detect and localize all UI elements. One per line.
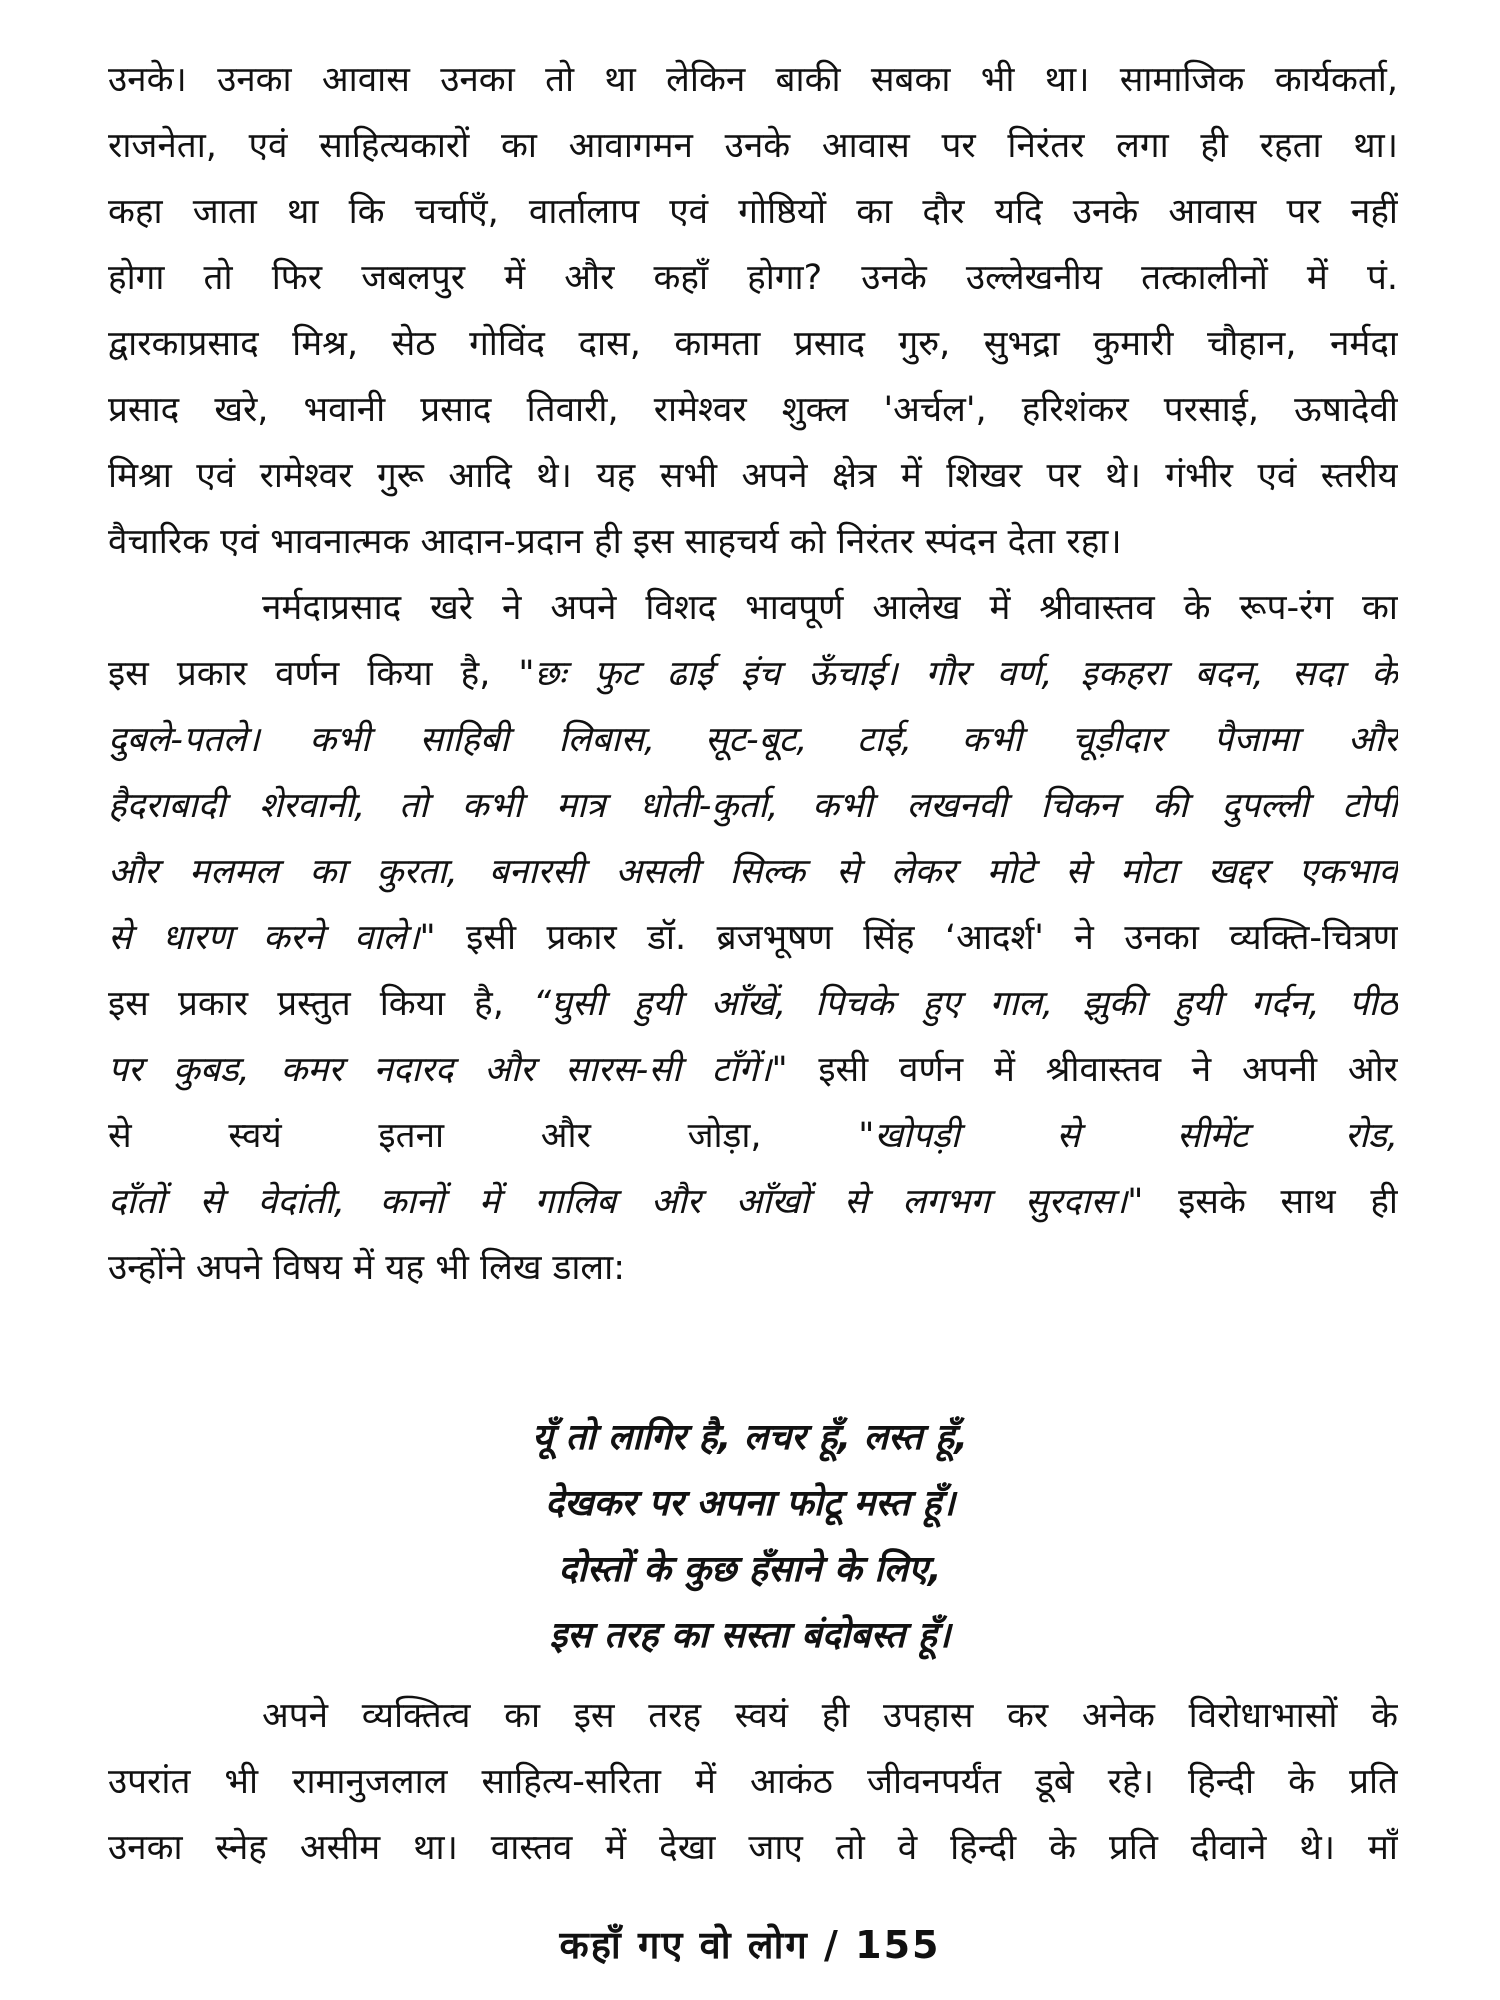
text-run: से स्वयं इतना और जोड़ा, xyxy=(108,1116,762,1156)
quote-run: पर कुबड, कमर नदारद और सारस-सी टाँगें।" xyxy=(108,1050,788,1090)
page-footer: कहाँ गए वो लोग / 155 xyxy=(559,1923,941,1967)
quote-run: दाँतों से वेदांती, कानों में गालिब और आँखों से लगभग सुरदास।" xyxy=(108,1182,1144,1222)
quote-line: दुबले-पतले। कभी साहिबी लिबास, सूट-बूट, टाई, कभी चूड़ीदार पैजामा और xyxy=(108,720,1398,760)
text-run: इसी वर्णन में श्रीवास्तव ने अपनी ओर xyxy=(818,1050,1398,1090)
paragraph-line xyxy=(108,1108,1398,1164)
verse-line: दोस्तों के कुछ हँसाने के लिए, xyxy=(558,1549,942,1590)
paragraph-line xyxy=(108,646,1398,702)
text-run: इस प्रकार प्रस्तुत किया है, xyxy=(108,984,504,1024)
paragraph-line: उपरांत भी रामानुजलाल साहित्य-सरिता में आकंठ जीवनपर्यंत डूबे रहे। हिन्दी के प्रति xyxy=(108,1762,1398,1802)
paragraph-line: कहा जाता था कि चर्चाएँ, वार्तालाप एवं गोष्ठियों का दौर यदि उनके आवास पर नहीं xyxy=(108,192,1398,232)
paragraph-line: उनका स्नेह असीम था। वास्तव में देखा जाए तो वे हिन्दी के प्रति दीवाने थे। माँ xyxy=(108,1828,1398,1868)
verse-line: इस तरह का सस्ता बंदोबस्त हूँ। xyxy=(549,1615,951,1656)
text-run: इसके साथ ही xyxy=(1178,1182,1398,1222)
paragraph-line: राजनेता, एवं साहित्यकारों का आवागमन उनके आवास पर निरंतर लगा ही रहता था। xyxy=(108,126,1398,166)
quote-run: "छः फुट ढाई इंच ऊँचाई। गौर वर्ण, इकहरा बदन, सदा के xyxy=(518,654,1398,694)
verse-line: यूँ तो लागिर है, लचर हूँ, लस्त हूँ, xyxy=(532,1417,968,1458)
text-run: इसी प्रकार डॉ. ब्रजभूषण सिंह ‘आदर्श' ने उनका व्यक्ति-चित्रण xyxy=(466,918,1398,958)
paragraph-line: मिश्रा एवं रामेश्वर गुरू आदि थे। यह सभी अपने क्षेत्र में शिखर पर थे। गंभीर एवं स्तरीय xyxy=(108,456,1398,496)
paragraph-line: वैचारिक एवं भावनात्मक आदान-प्रदान ही इस साहचर्य को निरंतर स्पंदन देता रहा। xyxy=(108,522,1122,562)
quote-line: हैदराबादी शेरवानी, तो कभी मात्र धोती-कुर्ता, कभी लखनवी चिकन की दुपल्ली टोपी xyxy=(108,786,1398,826)
paragraph-line: उनके। उनका आवास उनका तो था लेकिन बाकी सबका भी था। सामाजिक कार्यकर्ता, xyxy=(108,60,1398,100)
paragraph-line: उन्होंने अपने विषय में यह भी लिख डाला: xyxy=(108,1248,625,1288)
quote-run: "खोपड़ी से सीमेंट रोड, xyxy=(858,1116,1398,1156)
text-run: इस प्रकार वर्णन किया है, xyxy=(108,654,491,694)
paragraph-line: द्वारकाप्रसाद मिश्र, सेठ गोविंद दास, कामता प्रसाद गुरु, सुभद्रा कुमारी चौहान, नर्मदा xyxy=(108,324,1398,364)
paragraph-line: प्रसाद खरे, भवानी प्रसाद तिवारी, रामेश्वर शुक्ल 'अर्चल', हरिशंकर परसाई, ऊषादेवी xyxy=(108,390,1398,430)
paragraph-line: नर्मदाप्रसाद खरे ने अपने विशद भावपूर्ण आलेख में श्रीवास्तव के रूप-रंग का xyxy=(262,588,1398,628)
paragraph-line: होगा तो फिर जबलपुर में और कहाँ होगा? उनके उल्लेखनीय तत्कालीनों में पं. xyxy=(108,258,1398,298)
quote-run: से धारण करने वाले।" xyxy=(108,918,436,958)
paragraph-line xyxy=(108,976,1398,1032)
quote-run: “घुसी हुयी आँखें, पिचके हुए गाल, झुकी हुयी गर्दन, पीठ xyxy=(532,984,1398,1024)
paragraph-line xyxy=(108,910,1398,966)
quote-line: और मलमल का कुरता, बनारसी असली सिल्क से लेकर मोटे से मोटा खद्दर एकभाव xyxy=(108,852,1398,892)
paragraph-line xyxy=(108,1042,1398,1098)
verse-line: देखकर पर अपना फोटू मस्त हूँ। xyxy=(544,1483,956,1524)
paragraph-line: अपने व्यक्तित्व का इस तरह स्वयं ही उपहास कर अनेक विरोधाभासों के xyxy=(262,1696,1398,1736)
paragraph-line xyxy=(108,1174,1398,1230)
